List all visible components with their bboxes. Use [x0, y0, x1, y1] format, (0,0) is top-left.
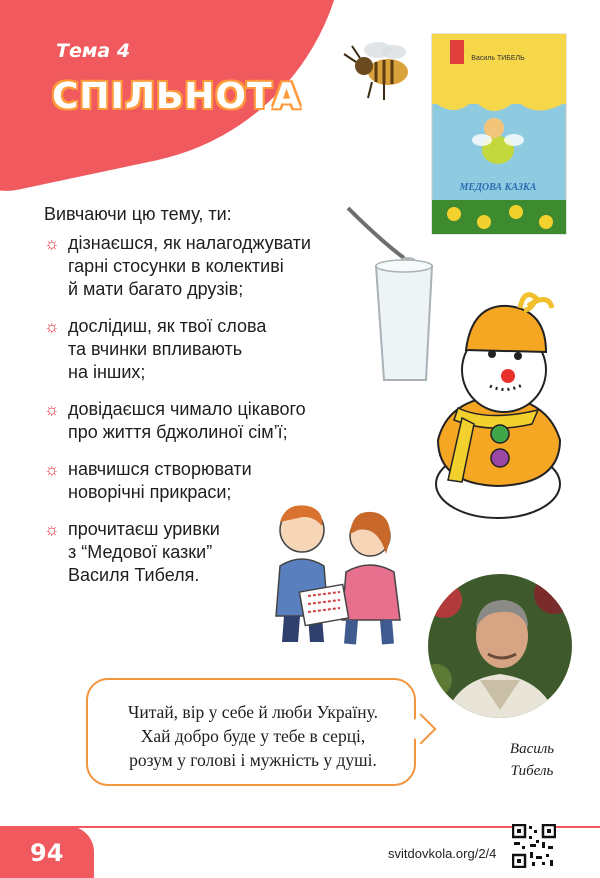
- footer-divider: [0, 826, 600, 828]
- book-author: Василь ТИБЕЛЬ: [471, 55, 525, 62]
- sun-icon: ☼: [44, 317, 60, 336]
- book-title: МЕДОВА КАЗКА: [459, 182, 537, 193]
- children-illustration: [262, 496, 412, 646]
- quote-text: Читай, вір у себе й люби Україну. Хай добро буде у тебе в серці, розум у голові і мужність у душі.: [127, 702, 379, 770]
- intro-text: Вивчаючи цю тему, ти:: [44, 204, 232, 224]
- goal-text: прочитаєш уривки з “Медової казки” Василя Тибеля.: [68, 519, 220, 585]
- goal-text: довідаєшся чимало цікавого про життя бджолиної сім’ї;: [68, 399, 306, 442]
- topic-title: СПІЛЬНОТА: [52, 76, 302, 117]
- snowman-illustration: [428, 290, 568, 522]
- goal-text: дізнаєшся, як налагоджувати гарні стосунки в колективі й мати багато друзів;: [68, 233, 311, 299]
- sun-icon: ☼: [44, 520, 60, 539]
- page-number: 94: [30, 839, 64, 867]
- sun-icon: ☼: [44, 460, 60, 479]
- book-cover-image: [424, 30, 574, 238]
- glass-with-spoon-illustration: [340, 200, 440, 390]
- topic-label: Тема 4: [56, 40, 131, 62]
- list-item: [44, 232, 374, 301]
- site-link[interactable]: svitdovkola.org/2/4: [388, 846, 497, 861]
- list-item: [44, 315, 374, 384]
- bee-illustration: [338, 36, 410, 104]
- list-item: [44, 398, 374, 444]
- goal-text: навчишся створювати новорічні прикраси;: [68, 459, 252, 502]
- author-photo: [424, 570, 576, 722]
- author-caption: Василь Тибель: [509, 741, 555, 779]
- sun-icon: ☼: [44, 400, 60, 419]
- sun-icon: ☼: [44, 234, 60, 253]
- goal-text: дослідиш, як твої слова та вчинки впливають на інших;: [68, 316, 267, 382]
- qr-code-icon[interactable]: [512, 824, 556, 868]
